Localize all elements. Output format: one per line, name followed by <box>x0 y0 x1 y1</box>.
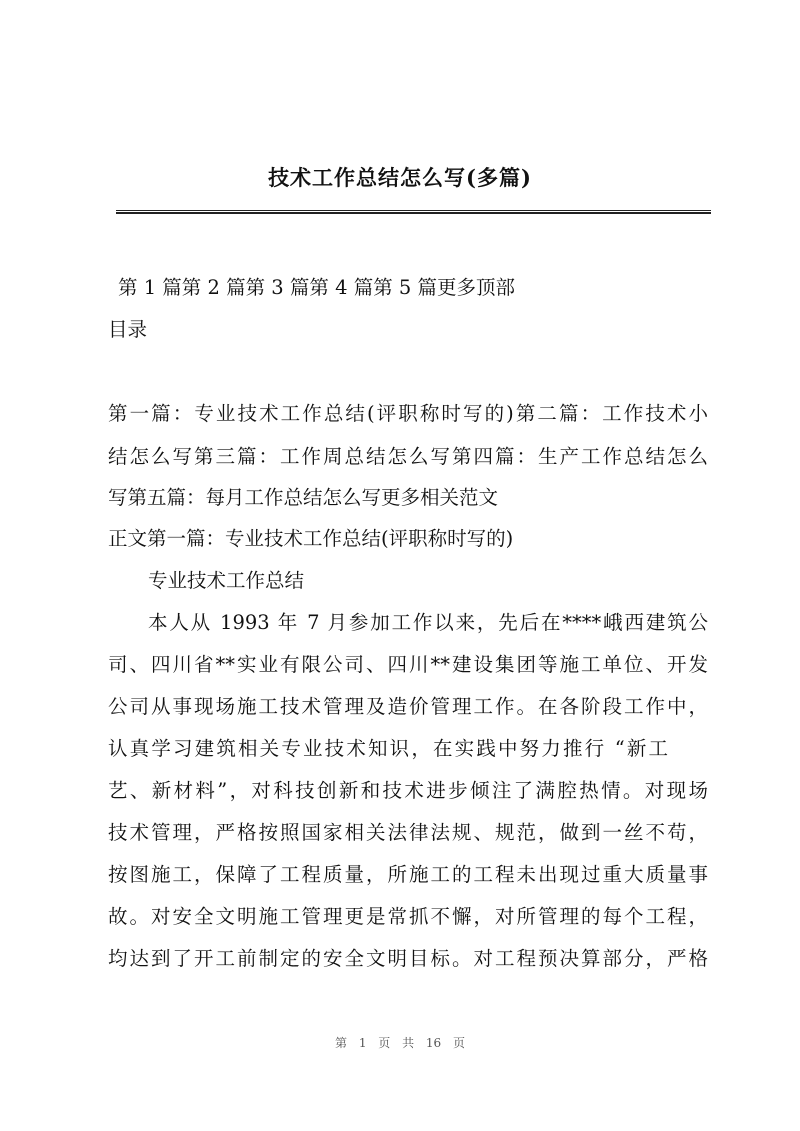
body-line: 认真学习建筑相关专业技术知识，在实践中努力推行 “新工 <box>108 737 668 760</box>
body-line: 司、四川省**实业有限公司、四川**建设集团等施工单位、开发 <box>108 653 708 676</box>
body-line: 技术管理，严格按照国家相关法律法规、规范，做到一丝不苟， <box>108 821 708 844</box>
body-line: 故。对安全文明施工管理更是常抓不懈，对所管理的每个工程， <box>108 905 708 928</box>
title-divider <box>116 210 711 214</box>
toc-line[interactable]: 结怎么写第三篇：工作周总结怎么写第四篇：生产工作总结怎么 <box>108 445 708 468</box>
toc-heading: 目录 <box>108 318 148 341</box>
body-line: 均达到了开工前制定的安全文明目标。对工程预决算部分，严格 <box>108 947 708 970</box>
body-line: 本人从 1993 年 7 月参加工作以来，先后在****峨西建筑公 <box>148 611 708 634</box>
page-footer: 第 1 页 共 16 页 <box>335 1036 465 1050</box>
body-line: 公司从事现场施工技术管理及造价管理工作。在各阶段工作中， <box>108 695 708 718</box>
body-line: 艺、新材料”，对科技创新和技术进步倾注了满腔热情。对现场 <box>108 779 708 802</box>
body-heading: 正文第一篇：专业技术工作总结(评职称时写的) <box>108 527 514 550</box>
toc-line[interactable]: 写第五篇：每月工作总结怎么写更多相关范文 <box>108 486 499 509</box>
section-title: 专业技术工作总结 <box>148 569 305 592</box>
toc-line[interactable]: 第一篇：专业技术工作总结(评职称时写的)第二篇：工作技术小 <box>108 402 708 425</box>
body-line: 按图施工，保障了工程质量，所施工的工程未出现过重大质量事 <box>108 863 708 886</box>
article-nav-links[interactable]: 第 1 篇第 2 篇第 3 篇第 4 篇第 5 篇更多顶部 <box>118 276 516 299</box>
document-title: 技术工作总结怎么写(多篇) <box>268 165 532 190</box>
